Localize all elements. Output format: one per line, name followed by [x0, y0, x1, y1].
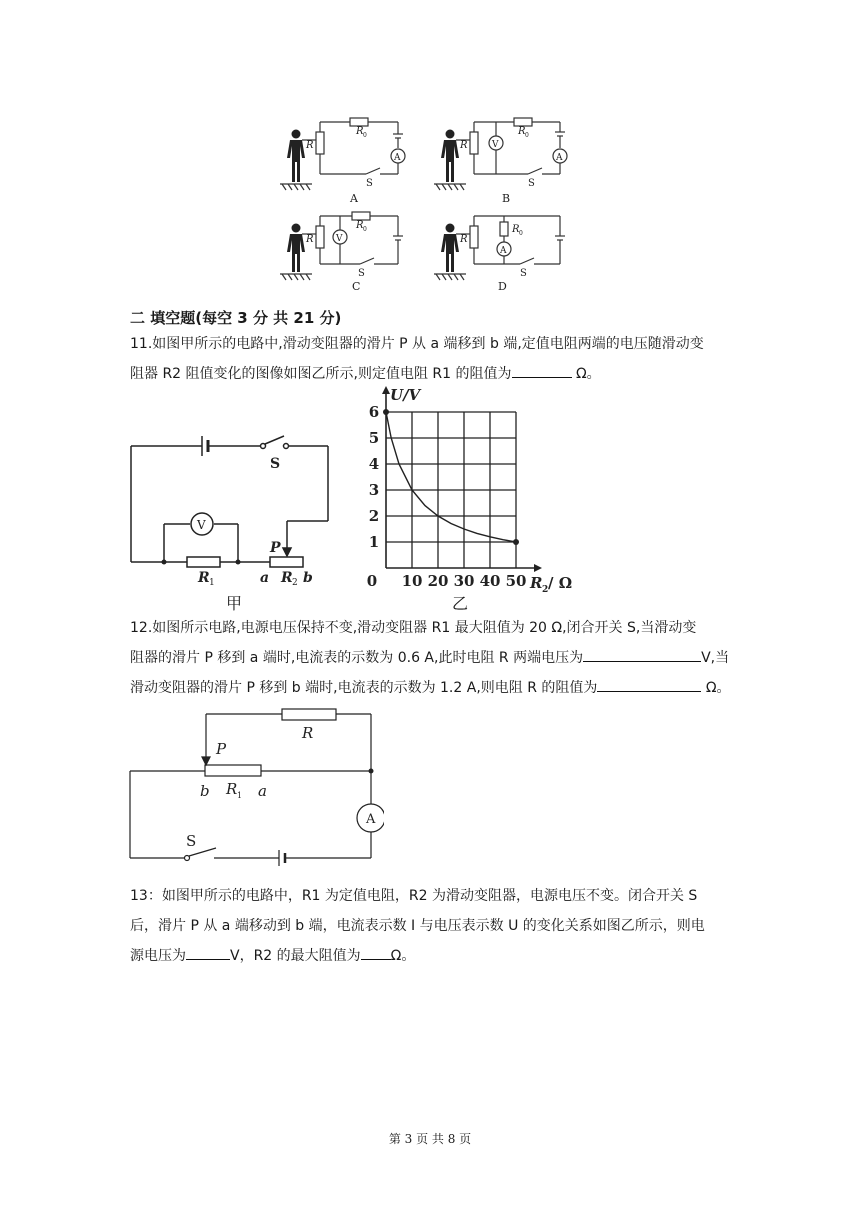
person-icon	[287, 130, 305, 183]
q12-line-2-unit: V,当	[701, 650, 730, 666]
voltmeter-symbol: V	[336, 234, 343, 244]
r1-label: R	[198, 570, 210, 586]
section-2-heading: 二 填空题(每空 3 分 共 21 分)	[130, 309, 342, 327]
q13-line-1: 13：如图甲所示的电路中，R1 为定值电阻，R2 为滑动变阻器，电源电压不变。闭合开关 S	[130, 888, 698, 904]
q12-answer-blank-2[interactable]	[597, 677, 701, 692]
resistor-r0-sub: 0	[525, 132, 529, 139]
resistor-r-label: R	[460, 140, 468, 151]
switch-label: S	[270, 456, 281, 472]
chart-data-point	[383, 409, 389, 415]
chart-y-tick-label: 1	[368, 533, 380, 551]
switch-label: S	[520, 268, 527, 279]
resistor-r0-label: R	[356, 126, 364, 137]
q13-answer-blank-2[interactable]	[361, 945, 391, 960]
q13-line-3-unit: Ω。	[390, 948, 416, 964]
chart-x-tick-label: 0	[366, 572, 378, 590]
ammeter-symbol: A	[556, 153, 563, 163]
person-icon	[441, 224, 459, 273]
chart-series	[383, 409, 519, 545]
voltmeter-symbol: V	[197, 518, 206, 532]
q12-circuit	[124, 702, 384, 868]
r1-sub: 1	[237, 791, 243, 800]
q10-options-figure	[270, 112, 580, 296]
switch-label: S	[528, 178, 535, 189]
q12-line-3-unit: Ω。	[705, 680, 731, 696]
resistor-r0-sub: 0	[363, 226, 367, 233]
q12-line-1: 12.如图所示电路,电源电压保持不变,滑动变阻器 R1 最大阻值为 20 Ω,闭合开关 S,当滑动变	[130, 620, 697, 636]
switch-label: S	[186, 832, 197, 850]
person-icon	[287, 224, 305, 273]
switch-label: S	[358, 268, 365, 279]
resistor-r-label: R	[306, 140, 314, 151]
q13-answer-blank-1[interactable]	[186, 945, 230, 960]
q12-line-3-text: 滑动变阻器的滑片 P 移到 b 端时,电流表的示数为 1.2 A,则电阻 R 的阻值为	[130, 680, 598, 696]
chart-y-axis-label: U/V	[390, 386, 421, 404]
slider-p-label: P	[216, 740, 227, 758]
r1-label: R	[226, 780, 238, 798]
r2-label: R	[281, 570, 293, 586]
person-icon	[441, 130, 459, 183]
chart-x-axis-label-main: R	[530, 574, 543, 592]
chart-y-tick-label: 4	[368, 455, 380, 473]
end-a-label: a	[258, 782, 267, 800]
chart-x-axis-label	[529, 574, 572, 595]
chart-x-axis-arrow	[534, 564, 542, 572]
q11-line-2-unit: Ω。	[575, 366, 601, 382]
q11-line-2-text: 阻器 R2 阻值变化的图像如图乙所示,则定值电阻 R1 的阻值为	[130, 366, 512, 382]
chart-x-tick-label: 40	[479, 572, 501, 590]
q13-line-3-text: 源电压为	[130, 948, 186, 964]
q11-line-1: 11.如图甲所示的电路中,滑动变阻器的滑片 P 从 a 端移到 b 端,定值电阻两端的电压随滑动变	[130, 336, 704, 352]
chart-grid	[386, 412, 516, 568]
resistor-r0-sub: 0	[519, 230, 523, 237]
chart-y-axis-arrow	[382, 386, 390, 394]
r1-sub: 1	[209, 578, 215, 588]
fig-jia-caption: 甲	[226, 594, 243, 613]
resistor-r0-sub: 0	[363, 132, 367, 139]
resistor-r-label: R	[306, 234, 314, 245]
q13-line-3	[130, 942, 415, 970]
q13-line-3-mid: V，R2 的最大阻值为	[230, 948, 361, 964]
q13-line-2: 后，滑片 P 从 a 端移动到 b 端，电流表示数 I 与电压表示数 U 的变化关系如图乙所示，则电	[130, 918, 705, 934]
option-b-label: B	[502, 192, 511, 205]
q12-answer-blank-1[interactable]	[583, 647, 701, 662]
switch-label: S	[366, 178, 373, 189]
q12-line-2	[130, 644, 729, 672]
end-a-label: a	[260, 570, 270, 586]
q11-chart-yi	[362, 384, 584, 596]
chart-x-tick-label: 50	[505, 572, 527, 590]
q11-answer-blank[interactable]	[512, 363, 572, 378]
resistor-r0-label: R	[512, 224, 520, 235]
chart-x-tick-label: 30	[453, 572, 475, 590]
voltmeter-symbol: V	[492, 140, 499, 150]
chart-x-tick-label: 20	[427, 572, 449, 590]
chart-ticks	[367, 403, 527, 590]
chart-x-axis-label-sub: 2	[542, 585, 549, 595]
chart-y-tick-label: 3	[368, 481, 380, 499]
chart-y-tick-label: 5	[368, 429, 380, 447]
resistor-r-label: R	[460, 234, 468, 245]
resistor-r0-label: R	[356, 220, 364, 231]
chart-y-tick-label: 2	[368, 507, 380, 525]
chart-data-point	[513, 539, 519, 545]
resistor-r0-label: R	[518, 126, 526, 137]
option-d-label: D	[498, 280, 507, 293]
end-b-label: b	[200, 782, 210, 800]
chart-y-tick-label: 6	[368, 403, 380, 421]
chart-x-axis-label-unit: / Ω	[548, 574, 573, 592]
chart-series-line	[386, 412, 516, 542]
q12-line-3	[130, 674, 731, 702]
fig-yi-caption: 乙	[452, 594, 469, 613]
q11-circuit-jia	[124, 432, 344, 612]
page-number: 第 3 页 共 8 页	[388, 1132, 472, 1146]
option-c-label: C	[352, 280, 361, 293]
r2-sub: 2	[292, 578, 298, 588]
chart-x-tick-label: 10	[401, 572, 423, 590]
end-b-label: b	[303, 570, 313, 586]
q12-line-2-text: 阻器的滑片 P 移到 a 端时,电流表的示数为 0.6 A,此时电阻 R 两端电压为	[130, 650, 584, 666]
resistor-r-label: R	[302, 724, 314, 742]
ammeter-symbol: A	[500, 246, 507, 256]
ammeter-symbol: A	[366, 812, 376, 827]
ammeter-symbol: A	[394, 153, 401, 163]
option-a-label: A	[350, 192, 358, 205]
slider-p-label: P	[270, 540, 281, 556]
